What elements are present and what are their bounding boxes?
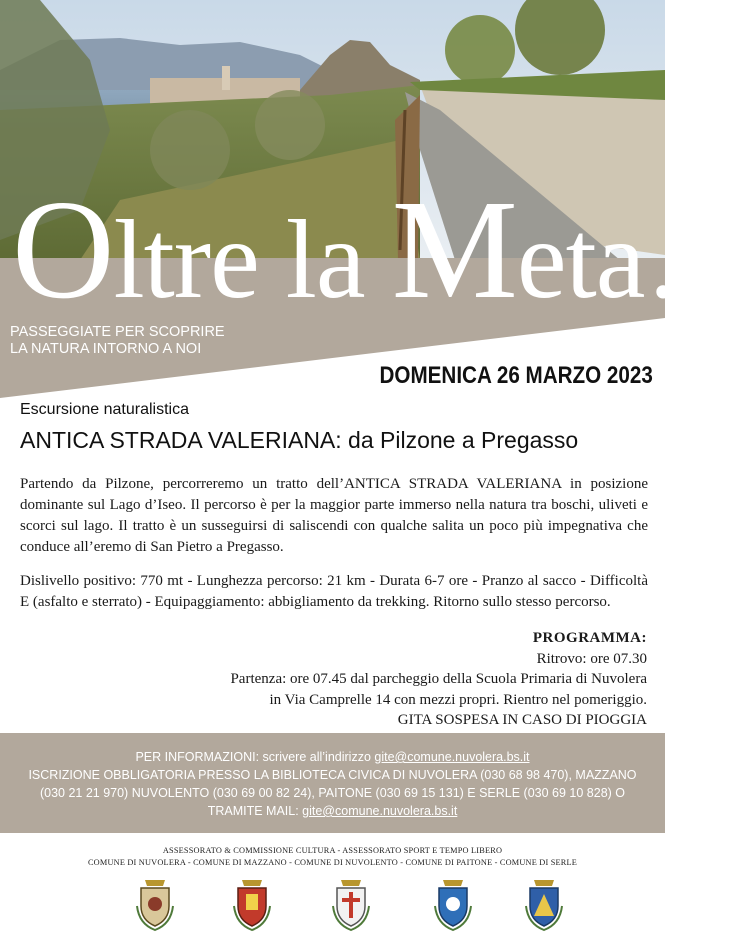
crest-paitone-icon: [431, 876, 475, 932]
program-block: [27, 628, 647, 731]
info-email-link[interactable]: gite@comune.nuvolera.bs.it: [374, 750, 530, 764]
description-paragraph-1: Partendo da Pilzone, percorreremo un tratto dell’ANTICA STRADA VALERIANA in posizione dominante sul Lago d’Iseo. Il percorso è per la maggior parte immerso nella natura tra boschi, uliveti e scorci sul lago. Il tratto è un susseguirsi di saliscendi con qualche salita un poco più impegnativa che conduce all’eremo di San Pietro a Pregasso.: [20, 476, 648, 555]
footer-municipalities: COMUNE DI NUVOLERA - COMUNE DI MAZZANO - COMUNE DI NUVOLENTO - COMUNE DI PAITONE - COMUNE DI SERLE: [87, 858, 578, 867]
footer-organizers: ASSESSORATO & COMMISSIONE CULTURA - ASSESSORATO SPORT E TEMPO LIBERO: [162, 846, 503, 855]
info-box: [0, 733, 665, 833]
municipal-crests: [0, 876, 665, 936]
bell-tower: [222, 66, 230, 90]
crest-nuvolera-icon: [133, 876, 177, 932]
registration-email-link[interactable]: gite@comune.nuvolera.bs.it: [302, 804, 458, 818]
title-cap-o: O: [12, 170, 114, 328]
event-date: DOMENICA 26 MARZO 2023: [379, 362, 653, 389]
info-contact: [16, 748, 649, 766]
crest-nuvolento-icon: [329, 876, 373, 932]
title-part-2: eta…: [516, 198, 755, 322]
crest-mazzano-icon: [230, 876, 274, 932]
event-type: Escursione naturalistica: [20, 401, 189, 418]
subtitle-line-2: LA NATURA INTORNO A NOI: [10, 341, 202, 357]
program-line-3: in Via Camprelle 14 con mezzi propri. Rientro nel pomeriggio.: [269, 691, 647, 708]
subtitle: [10, 324, 310, 358]
program-line-4: GITA SOSPESA IN CASO DI PIOGGIA: [397, 712, 647, 728]
tree: [255, 90, 325, 160]
info-lead: PER INFORMAZIONI: scrivere all’indirizzo: [135, 750, 375, 764]
program-heading: PROGRAMMA:: [532, 630, 647, 646]
crest-serle-icon: [522, 876, 566, 932]
registration-text: ISCRIZIONE OBBLIGATORIA PRESSO LA BIBLIOTECA CIVICA DI NUVOLERA (030 68 98 470), MAZZANO (030 21 21 970) NUVOLENTO (030 69 00 82 24), PAITONE (030 69 15 131) E SERLE (030 69 10 828) O TRAMITE MAIL:: [28, 768, 637, 818]
subtitle-line-1: PASSEGGIATE PER SCOPRIRE: [10, 324, 225, 340]
program-line-1: Ritrovo: ore 07.30: [536, 650, 647, 667]
title-cap-m: M: [391, 170, 517, 328]
info-registration: [16, 766, 649, 820]
main-title: [12, 170, 755, 328]
event-title: ANTICA STRADA VALERIANA: da Pilzone a Pregasso: [20, 427, 579, 453]
description-paragraph-2: Dislivello positivo: 770 mt - Lunghezza percorso: 21 km - Durata 6-7 ore - Pranzo al sacco - Difficoltà E (asfalto e sterrato) - Equipaggiamento: abbigliamento da trekking. Ritorno sullo stesso percorso.: [20, 573, 648, 610]
program-line-2: Partenza: ore 07.45 dal parcheggio della Scuola Primaria di Nuvolera: [230, 671, 647, 687]
title-part-1: ltre la: [113, 198, 392, 322]
tree: [445, 15, 515, 85]
